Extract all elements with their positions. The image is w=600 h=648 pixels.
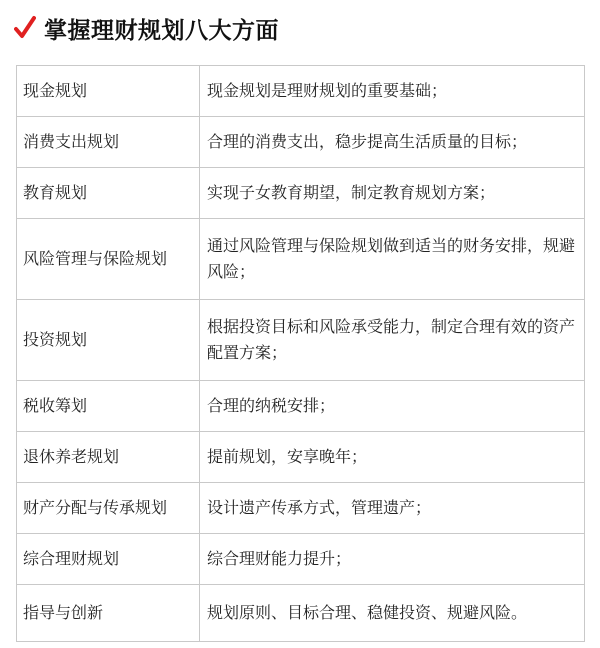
- table-row: [17, 534, 585, 585]
- plan-description: 实现子女教育期望，制定教育规划方案；: [200, 168, 585, 219]
- table-row: [17, 117, 585, 168]
- check-icon: [14, 15, 36, 41]
- plan-description: 设计遗产传承方式，管理遗产；: [200, 483, 585, 534]
- plan-name: 税收筹划: [17, 381, 200, 432]
- plan-description: 现金规划是理财规划的重要基础；: [200, 66, 585, 117]
- plan-name: 现金规划: [17, 66, 200, 117]
- page-header: [14, 8, 279, 48]
- plan-name: 投资规划: [17, 300, 200, 381]
- table-row: [17, 381, 585, 432]
- table-row: [17, 168, 585, 219]
- plan-description: 根据投资目标和风险承受能力，制定合理有效的资产配置方案；: [200, 300, 585, 381]
- plan-description: 提前规划，安享晚年；: [200, 432, 585, 483]
- table-row: [17, 66, 585, 117]
- plan-name: 风险管理与保险规划: [17, 219, 200, 300]
- planning-table: [16, 65, 585, 642]
- page-title: 掌握理财规划八大方面: [44, 17, 279, 44]
- table-row: [17, 483, 585, 534]
- plan-name: 综合理财规划: [17, 534, 200, 585]
- plan-description: 通过风险管理与保险规划做到适当的财务安排，规避风险；: [200, 219, 585, 300]
- table-row: [17, 300, 585, 381]
- table-row: [17, 585, 585, 642]
- plan-description: 合理的消费支出，稳步提高生活质量的目标；: [200, 117, 585, 168]
- table-row: [17, 432, 585, 483]
- table-row: [17, 219, 585, 300]
- plan-name: 退休养老规划: [17, 432, 200, 483]
- plan-description: 综合理财能力提升；: [200, 534, 585, 585]
- plan-name: 指导与创新: [17, 585, 200, 642]
- plan-description: 规划原则、目标合理、稳健投资、规避风险。: [200, 585, 585, 642]
- plan-name: 财产分配与传承规划: [17, 483, 200, 534]
- plan-name: 教育规划: [17, 168, 200, 219]
- plan-description: 合理的纳税安排；: [200, 381, 585, 432]
- plan-name: 消费支出规划: [17, 117, 200, 168]
